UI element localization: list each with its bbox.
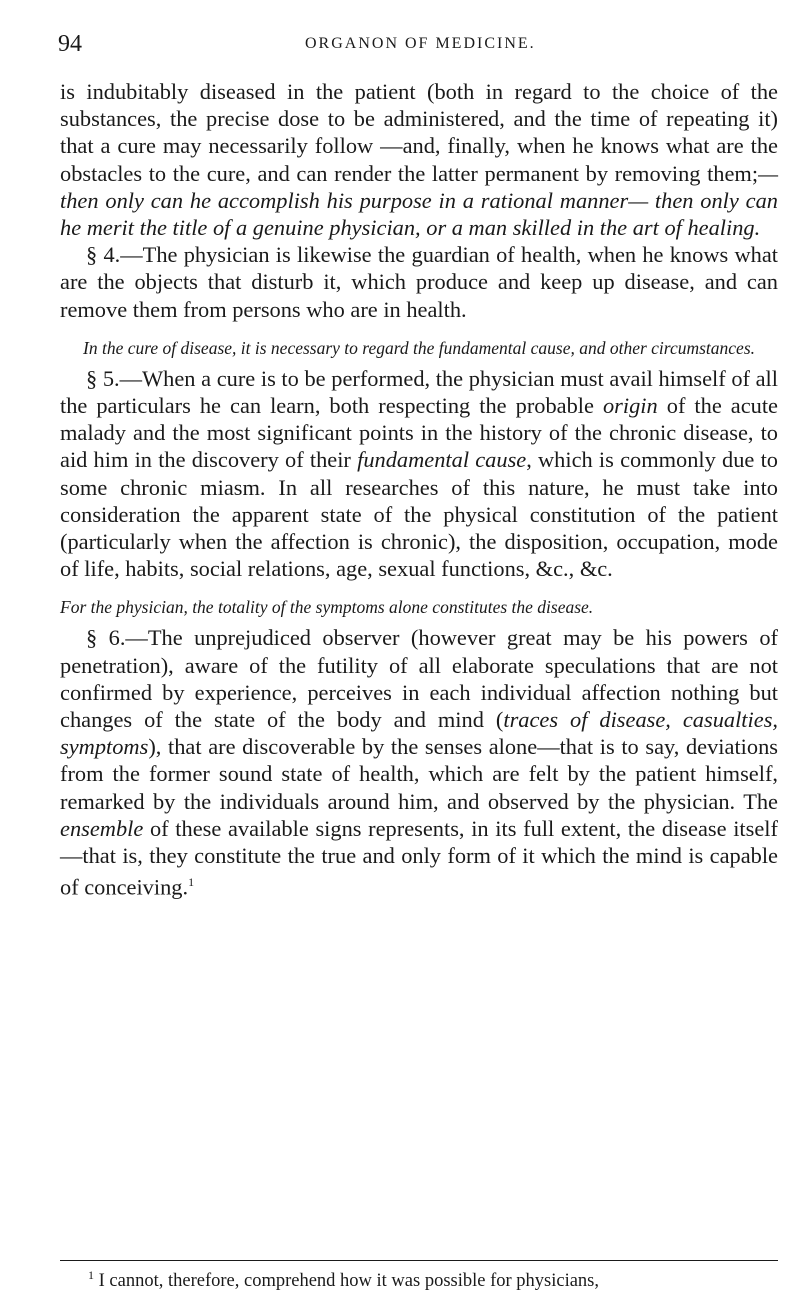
subheading-6: For the physician, the totality of the symptoms alone constitutes the disease. bbox=[60, 597, 594, 618]
s6-text-c: of these available signs represents, in its full extent, the disease itself—that is, they constitute the true and only form of it which the mind is capable of conceiving. bbox=[60, 815, 778, 900]
s5-text-a: § 5.—When a cure is to be performed, the physician must avail himself of all the particulars he can learn, both respecting the probable bbox=[60, 365, 778, 419]
footnote bbox=[88, 1264, 778, 1292]
page-number: 94 bbox=[58, 31, 82, 57]
s6-text-a: § 6.—The unprejudiced observer (however great may be his powers of penetration), aware of the futility of all elaborate speculations that are not confirmed by experience, perceives in each individual affection nothing but changes of the state of the body and mind ( bbox=[60, 625, 778, 733]
footnote-ref[interactable]: 1 bbox=[188, 875, 195, 890]
s5-fundamental-cause: fundamental cause bbox=[357, 447, 527, 473]
paragraph-continued bbox=[60, 78, 778, 241]
s6-ensemble: ensemble bbox=[60, 815, 144, 841]
footnote-marker: 1 bbox=[88, 1268, 94, 1282]
s5-text-b: of the acute malady and the most significant points in the history of the chronic disease, to aid him in the discovery of their bbox=[60, 393, 778, 473]
section-5 bbox=[60, 365, 778, 583]
p1-italic-conclusion: —then only can he accomplish his purpose in a rational manner— then only can he merit the title of a genuine physician, or a man skilled in the art of healing. bbox=[60, 160, 778, 241]
running-title: ORGANON OF MEDICINE. bbox=[305, 35, 536, 52]
body-text bbox=[60, 78, 778, 901]
s6-text-b: ), that are discoverable by the senses alone—that is to say, deviations from the former sound state of health, which are felt by the patient himself, remarked by the individuals around him, and observed by the physician. The bbox=[60, 734, 778, 814]
footnote-rule bbox=[60, 1260, 778, 1261]
s6-traces: traces of disease, casualties, symptoms bbox=[60, 707, 779, 760]
subheading-5: In the cure of disease, it is necessary to regard the fundamental cause, and other circumstances. bbox=[83, 337, 755, 358]
p1-text: is indubitably diseased in the patient (both in regard to the choice of the substances, the precise dose to be administered, and the time of repeating it) that a cure may necessarily follow —and, finally, when he knows what are the obstacles to the cure, and can render the latter permanent by removing them; bbox=[60, 79, 778, 186]
s5-origin: origin bbox=[602, 393, 658, 419]
s5-text-c: , which is commonly due to some chronic miasm. In all researches of this nature, he must take into consideration the apparent state of the physical constitution of the patient (particularly when the affection is chronic), the disposition, occupation, mode of life, habits, social relations, age, sexual functions, &c., &c. bbox=[60, 447, 778, 582]
section-6 bbox=[60, 624, 778, 901]
page-header bbox=[60, 31, 778, 61]
footnote-text: I cannot, therefore, comprehend how it was possible for physicians, bbox=[98, 1271, 600, 1292]
section-4: § 4.—The physician is likewise the guardian of health, when he knows what are the objects that disturb it, which produce and keep up disease, and can remove them from persons who are in health. bbox=[60, 242, 778, 322]
